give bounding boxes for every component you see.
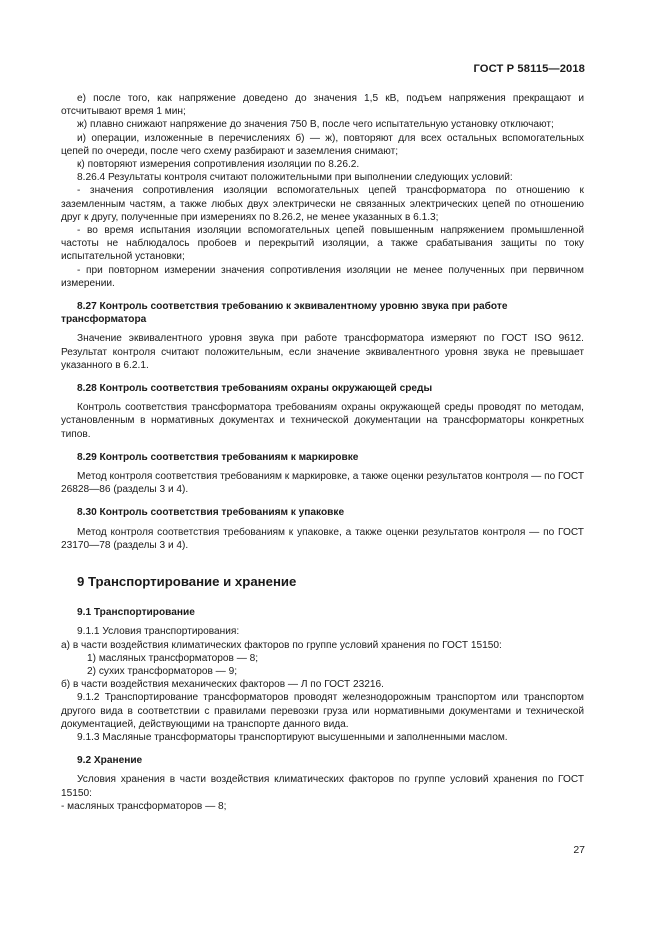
section-heading: 8.29 Контроль соответствия требованиям к маркировке xyxy=(77,451,359,463)
list-item: 1) масляных трансформаторов — 8; xyxy=(87,652,259,664)
paragraph: 9.1.2 Транспортирование трансформаторов проводят железнодорожным транспортом или транспортом другого вида в соответствии с правилами перевозки груза или нормативными документами и технической документацией, действующими на транспорте данного вида. xyxy=(61,692,584,730)
document-header: ГОСТ Р 58115—2018 xyxy=(473,63,585,75)
page-number: 27 xyxy=(573,844,585,856)
paragraph: и) операции, изложенные в перечислениях б) — ж), повторяют для всех остальных вспомогательных цепей по очереди, после чего схему разбирают и заземления снимают; xyxy=(61,132,584,157)
section-heading: 9.2 Хранение xyxy=(77,755,143,767)
paragraph: 9.1.3 Масляные трансформаторы транспортируют высушенными и заполненными маслом. xyxy=(77,731,508,743)
chapter-heading: 9 Транспортирование и хранение xyxy=(77,574,297,590)
section-heading: 8.27 Контроль соответствия требованию к эквивалентному уровню звука при работе трансформатора xyxy=(61,301,508,326)
list-item: а) в части воздействия климатических факторов по группе условий хранения по ГОСТ 15150: xyxy=(61,639,502,651)
section-heading: 9.1 Транспортирование xyxy=(77,607,195,619)
paragraph: 9.1.1 Условия транспортирования: xyxy=(77,626,240,638)
paragraph: Значение эквивалентного уровня звука при работе трансформатора измеряют по ГОСТ ISO 9612. Результат контроля считают положительным, если значение эквивалентного уровня звука не превышает указанного в 6.2.1. xyxy=(61,333,584,371)
paragraph: 8.26.4 Результаты контроля считают положительными при выполнении следующих условий: xyxy=(77,172,513,184)
list-item: б) в части воздействия механических факторов — Л по ГОСТ 23216. xyxy=(61,679,384,691)
section-heading: 8.28 Контроль соответствия требованиям охраны окружающей среды xyxy=(77,383,433,395)
list-item: 2) сухих трансформаторов — 9; xyxy=(87,665,238,677)
list-item: - при повторном измерении значения сопротивления изоляции не менее полученных при первичном измерении. xyxy=(61,264,584,289)
list-item: - во время испытания изоляции вспомогательных цепей повышенным напряжением промышленной частоты не наблюдалось пробоев и перекрытий изоляции, а также срабатывания защиты по току испытательной установки; xyxy=(61,225,584,263)
paragraph: Условия хранения в части воздействия климатических факторов по группе условий хранения по ГОСТ 15150: xyxy=(61,774,584,799)
paragraph: Метод контроля соответствия требованиям к упаковке, а также оценки результатов контроля — по ГОСТ 23170—78 (разделы 3 и 4). xyxy=(61,526,584,551)
paragraph: ж) плавно снижают напряжение до значения 750 В, после чего испытательную установку отключают; xyxy=(77,119,554,131)
paragraph: е) после того, как напряжение доведено до значения 1,5 кВ, подъем напряжения прекращают и отсчитывают время 1 мин; xyxy=(61,93,584,118)
section-heading: 8.30 Контроль соответствия требованиям к упаковке xyxy=(77,507,345,519)
list-item: - масляных трансформаторов — 8; xyxy=(61,800,227,812)
paragraph: Контроль соответствия трансформатора требованиям охраны окружающей среды проводят по методам, установленным в нормативных документах и технической документации на трансформаторы конкретных типов. xyxy=(61,402,584,440)
paragraph: Метод контроля соответствия требованиям к маркировке, а также оценки результатов контроля — по ГОСТ 26828—86 (разделы 3 и 4). xyxy=(61,471,584,496)
paragraph: к) повторяют измерения сопротивления изоляции по 8.26.2. xyxy=(77,159,360,171)
list-item: - значения сопротивления изоляции вспомогательных цепей трансформатора по отношению к заземленным частям, а также любых двух электрически не связанных электрических цепей по отношению друг к другу, полученные при измерениях по 8.26.2, не менее указанных в 6.1.3; xyxy=(61,185,584,223)
document-body xyxy=(61,92,584,813)
